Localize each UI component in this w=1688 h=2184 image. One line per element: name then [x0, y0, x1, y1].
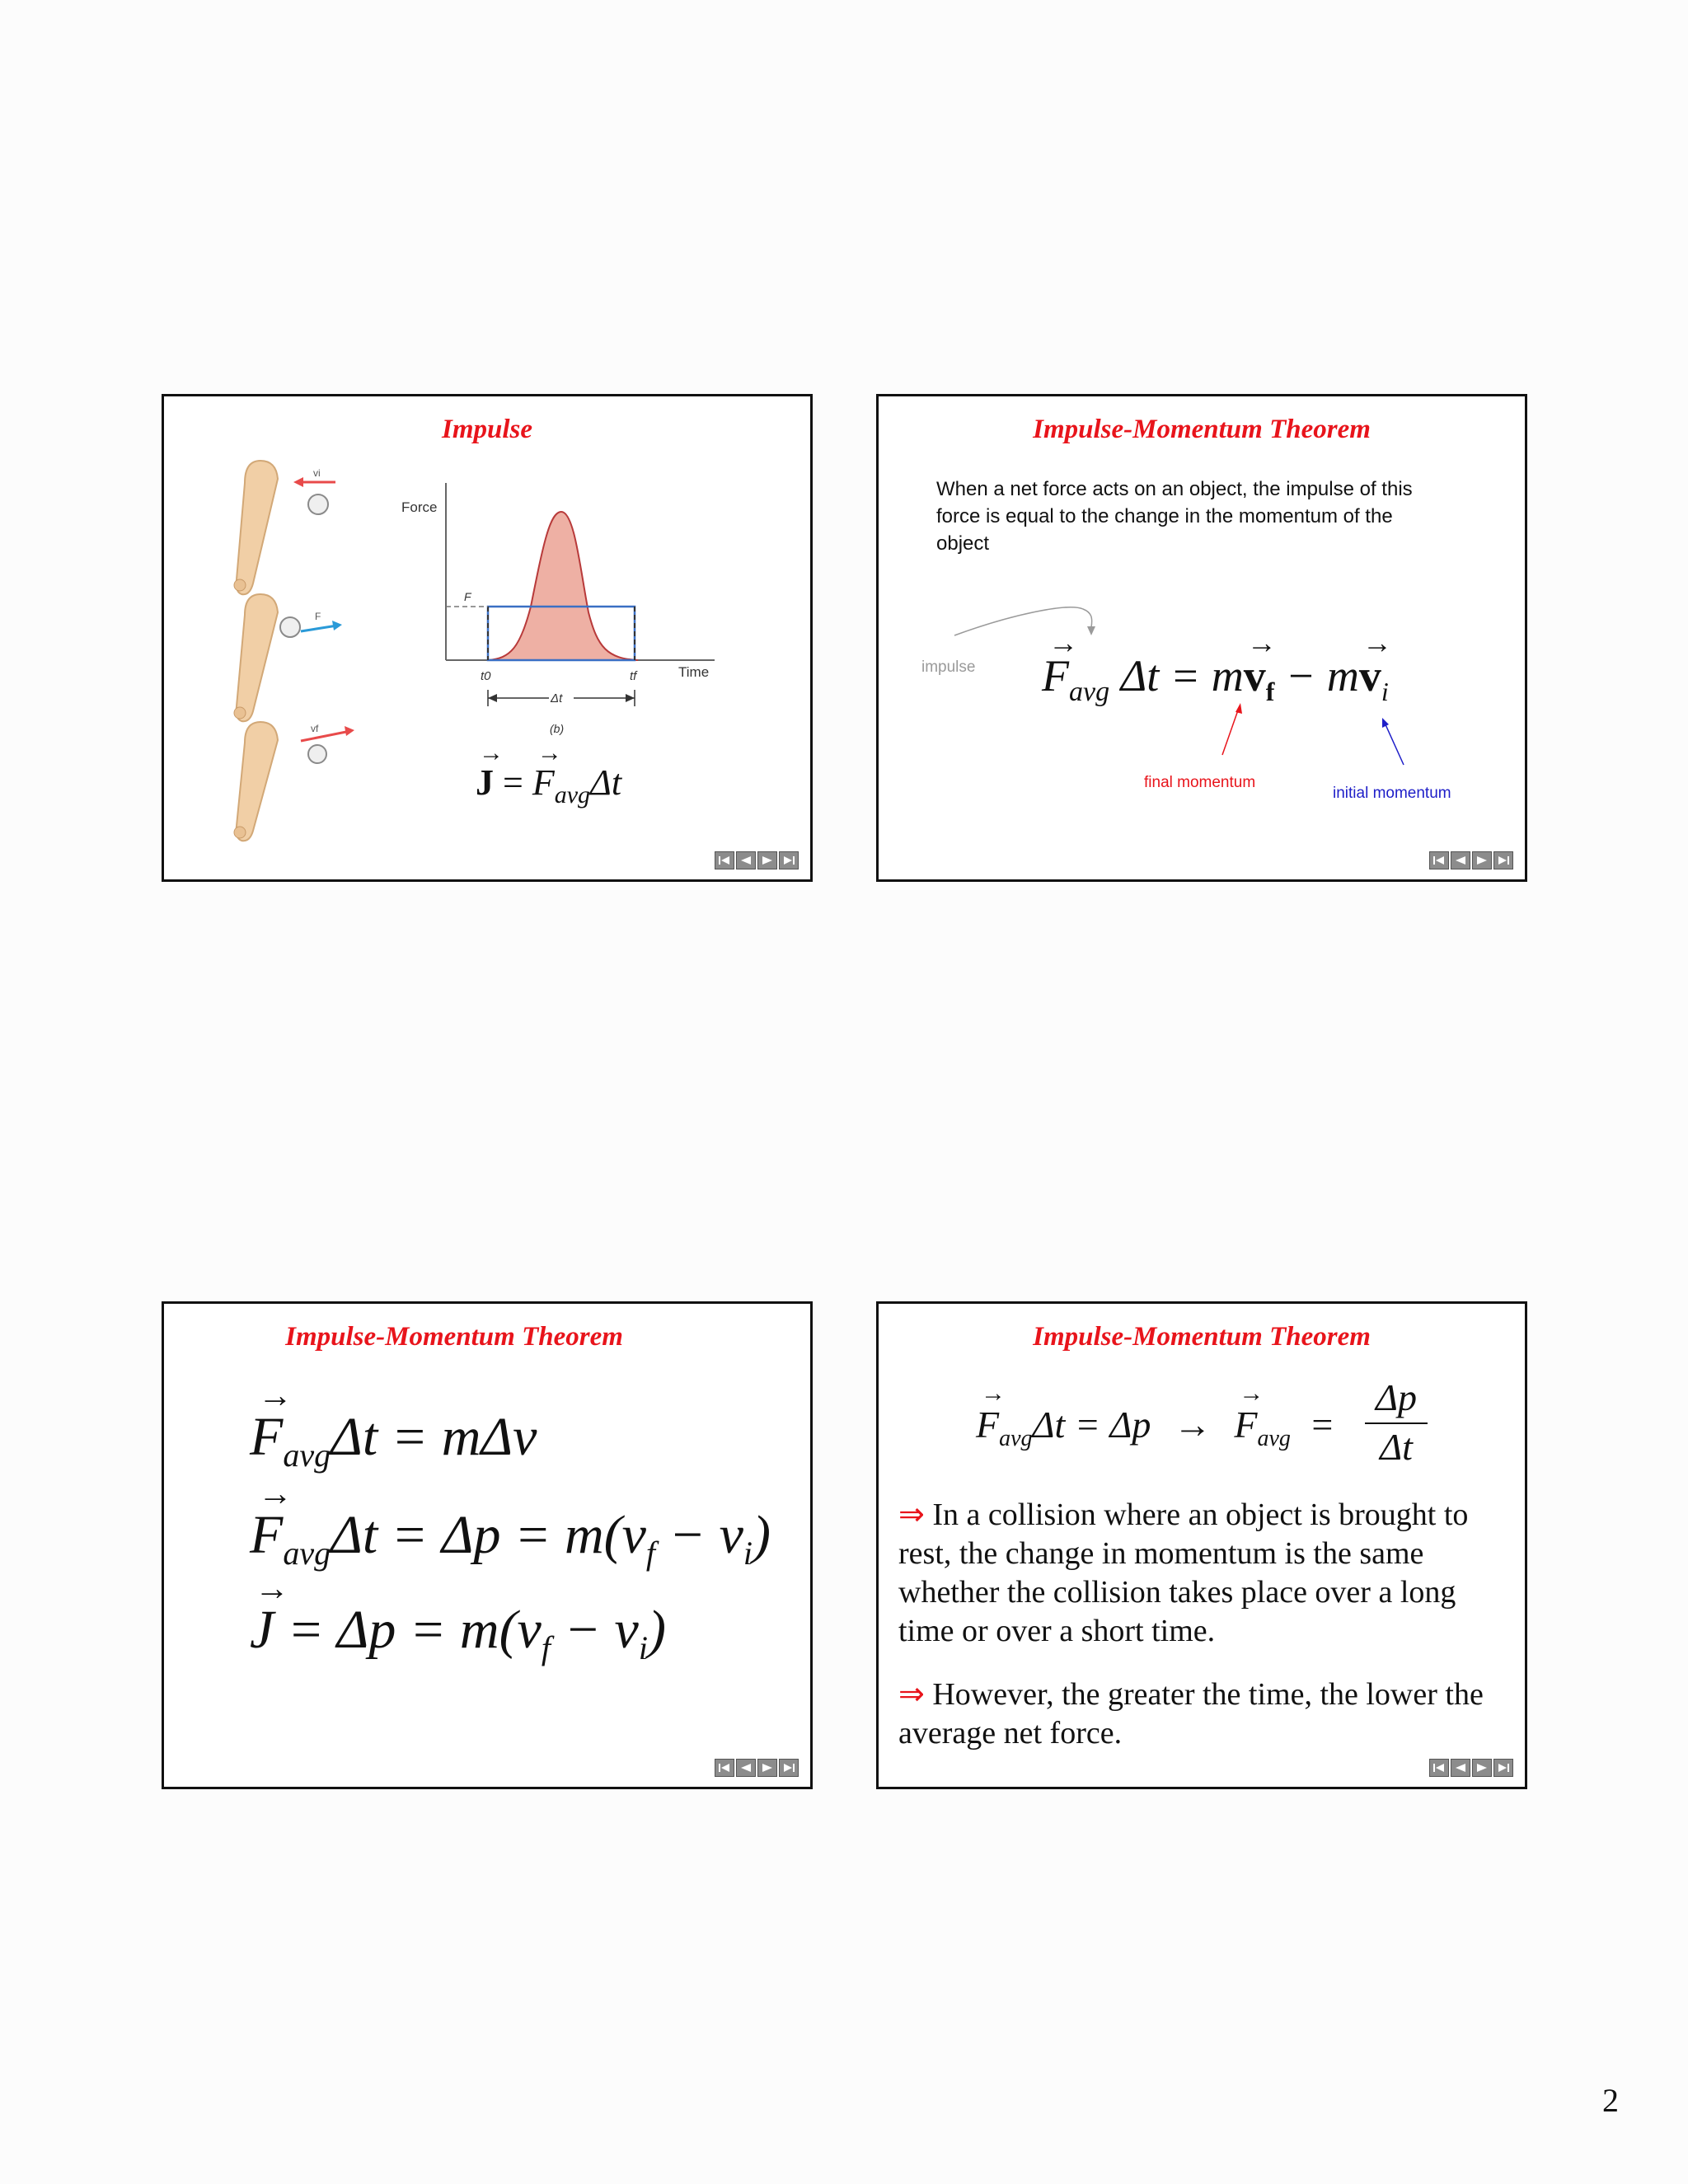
last-icon[interactable] [779, 851, 799, 869]
last-icon[interactable] [1493, 851, 1513, 869]
y-axis-label: Force [401, 499, 438, 515]
formula-rest: Δt = mΔv [331, 1407, 537, 1467]
formula-j: J [250, 1600, 274, 1660]
formula-sub-f: f [541, 1629, 551, 1667]
impulse-label: impulse [921, 658, 976, 676]
slide-title: Impulse [441, 415, 533, 444]
bullet-2 [898, 1675, 1508, 1753]
formula-rest: Δt = Δp = m(v [331, 1505, 646, 1565]
formula-line-1: → $F_{avg}\Delta t = m\Delta v$ [250, 1377, 537, 1474]
last-icon[interactable] [779, 1759, 799, 1777]
tf-label: tf [630, 669, 637, 683]
initial-momentum-label: initial momentum [1333, 785, 1451, 802]
f-bar-label: F [464, 590, 471, 603]
formula-line-3: → $J = \Delta p = m(v_f - v_i)$ [250, 1570, 666, 1667]
formula-sub: avg [1069, 676, 1110, 707]
slide-impulse-momentum-3 [876, 1301, 1527, 1789]
bullet-text: However, the greater the time, the lower the average net force. [898, 1677, 1484, 1750]
formula-arrow: → [1173, 1404, 1212, 1446]
formula-mid: − v [550, 1600, 639, 1660]
slide-impulse [162, 394, 813, 882]
formula-middle: Δt = m [1120, 651, 1244, 701]
fraction-numerator: Δp [1376, 1376, 1417, 1418]
slide-navigation [715, 851, 799, 869]
next-icon[interactable] [1472, 1759, 1492, 1777]
formula-sub: avg [283, 1436, 331, 1474]
bullet-text: In a collision where an object is brought to rest, the change in momentum is the same whether the collision takes place over a long time or over a short time. [898, 1497, 1469, 1648]
fraction [1365, 1375, 1428, 1470]
formula-equals: = [503, 762, 523, 803]
next-icon[interactable] [757, 851, 777, 869]
x-axis-label: Time [678, 664, 710, 680]
formula-end: ) [647, 1600, 666, 1660]
formula-dt: Δt [590, 762, 622, 803]
formula-f: F [976, 1404, 1000, 1446]
prev-icon[interactable] [1451, 1759, 1470, 1777]
slide-title: Impulse-Momentum Theorem [1033, 1322, 1371, 1352]
formula-equals: = [1311, 1404, 1334, 1446]
final-momentum-label: final momentum [1144, 774, 1256, 791]
slide-navigation [715, 1759, 799, 1777]
figure-caption: (b) [550, 722, 565, 735]
formula-part1: Δt = Δp [1032, 1404, 1151, 1446]
fraction-denominator: Δt [1380, 1426, 1413, 1468]
formula-j: J [476, 762, 494, 803]
t0-label: t0 [481, 669, 491, 683]
force-time-graph [164, 396, 815, 884]
formula-vsub-i: i [1381, 676, 1389, 706]
formula-v: v [1243, 651, 1266, 701]
last-icon[interactable] [1493, 1759, 1513, 1777]
slide-title: Impulse-Momentum Theorem [1033, 415, 1371, 444]
next-icon[interactable] [1472, 851, 1492, 869]
bullet-1 [898, 1496, 1508, 1651]
impulse-formula: → J = → $F_{avg}\Delta t$ [476, 739, 622, 808]
formula-f: F [250, 1407, 284, 1467]
formula-sub: avg [554, 780, 591, 808]
annotation-arrows [879, 396, 1530, 884]
first-icon[interactable] [1429, 851, 1449, 869]
formula-sub2: avg [1257, 1426, 1291, 1452]
slide-impulse-momentum-1 [876, 394, 1527, 882]
formula-mid: − v [655, 1505, 743, 1565]
impulse-momentum-formula: → $F_{avg}$ Δt = m → $v_f - m$ → $v_i$ [1042, 626, 1392, 707]
theorem-statement: When a net force acts on an object, the impulse of this force is equal to the change in the momentum of the object [936, 478, 1413, 555]
prev-icon[interactable] [736, 851, 756, 869]
prev-icon[interactable] [736, 1759, 756, 1777]
first-icon[interactable] [1429, 1759, 1449, 1777]
slide-navigation [1429, 1759, 1513, 1777]
formula-end: ) [753, 1505, 771, 1565]
formula-f: F [1042, 651, 1069, 701]
f-label: F [315, 611, 321, 622]
slide-title: Impulse-Momentum Theorem [285, 1322, 623, 1352]
slide-impulse-momentum-2 [162, 1301, 813, 1789]
average-force-formula: → $F_{avg}\Delta t = \Delta p$ → → $F_{avg}$ = [976, 1380, 1334, 1452]
force-curve [488, 512, 638, 660]
formula-rest: = Δp = m(v [274, 1600, 542, 1660]
implies-icon: ⇒ [898, 1677, 925, 1712]
formula-vsub-f: f [1265, 676, 1275, 706]
formula-sub: avg [283, 1535, 331, 1572]
formula-sub-i: i [638, 1629, 648, 1667]
formula-sub-i: i [743, 1535, 753, 1572]
first-icon[interactable] [715, 851, 734, 869]
page-number: 2 [1602, 2082, 1619, 2119]
formula-sub: avg [999, 1426, 1033, 1452]
formula-f: F [250, 1505, 284, 1565]
formula-line-2: → $F_{avg}\Delta t = \Delta p = m(v_f - v_i)$ [250, 1475, 771, 1572]
formula-f: F [532, 762, 555, 803]
implies-icon: ⇒ [898, 1497, 925, 1532]
first-icon[interactable] [715, 1759, 734, 1777]
formula-sub-f: f [645, 1535, 656, 1572]
dt-label: Δt [551, 691, 563, 705]
prev-icon[interactable] [1451, 851, 1470, 869]
formula-v: v [1358, 651, 1381, 701]
next-icon[interactable] [757, 1759, 777, 1777]
vf-label: vf [311, 723, 319, 734]
formula-f2: F [1234, 1404, 1258, 1446]
formula-minus: − m [1285, 651, 1359, 701]
slide-navigation [1429, 851, 1513, 869]
vi-label: vi [313, 467, 321, 479]
